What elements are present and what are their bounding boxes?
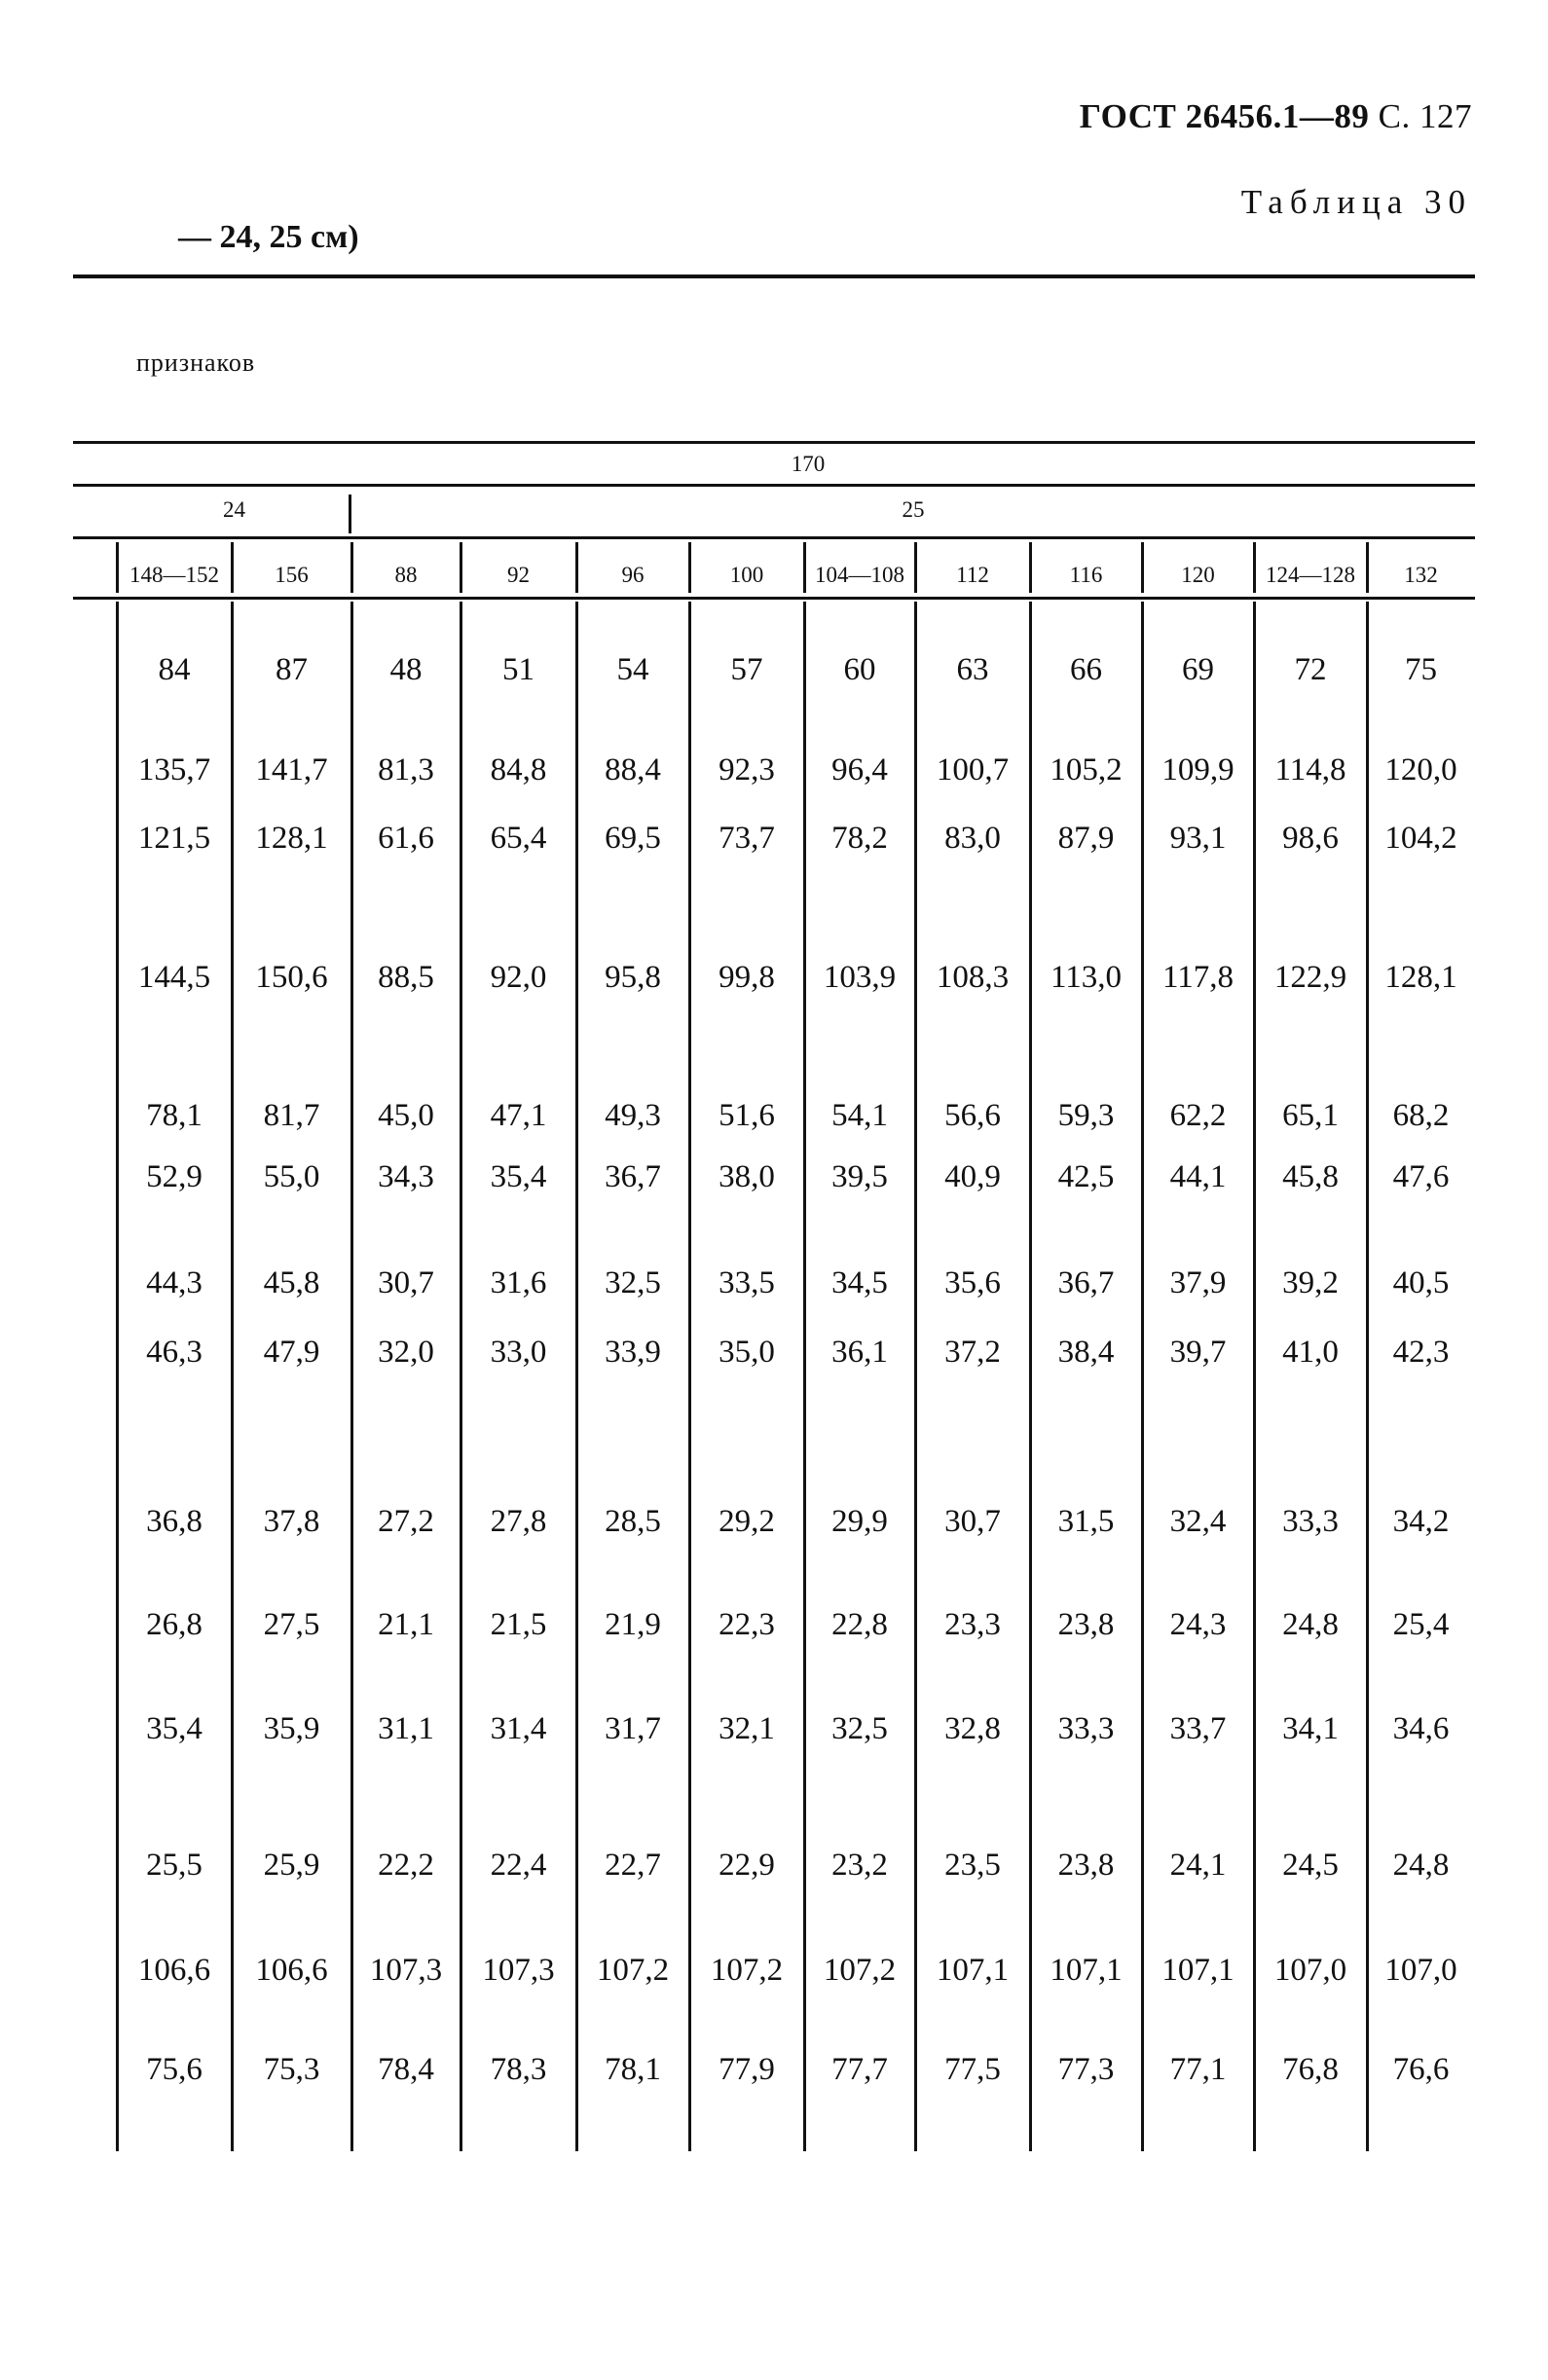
group-divider [349,494,351,533]
table-cell: 78,3 [490,2052,547,2087]
table-cell: 128,1 [1384,960,1457,995]
table-cell: 23,2 [831,1848,888,1883]
table-cell: 107,3 [369,1953,443,1988]
column-header: 120 [1181,563,1215,587]
table-cell: 51 [502,652,534,687]
column-header: 104—108 [815,563,904,587]
table-cell: 76,6 [1392,2052,1450,2087]
document-header [1080,97,1472,136]
table-cell: 47,9 [263,1335,320,1370]
table-cell: 121,5 [137,821,211,856]
table-cell: 33,9 [605,1335,661,1370]
table-cell: 22,3 [719,1607,775,1642]
table-cell: 92,0 [490,960,547,995]
table-cell: 122,9 [1273,960,1347,995]
table-cell: 35,9 [263,1711,320,1746]
table-cell: 107,1 [936,1953,1010,1988]
column-header-divider [1253,542,1256,593]
table-cell: 107,3 [482,1953,555,1988]
column-header-divider [1366,542,1369,593]
table-cell: 47,6 [1392,1159,1450,1194]
group-label: 24 [223,497,245,522]
column-header: 92 [507,563,530,587]
table-cell: 106,6 [255,1953,328,1988]
table-cell: 81,3 [378,752,434,787]
table-cell: 51,6 [719,1098,775,1133]
column-header-divider [575,542,578,593]
table-cell: 99,8 [719,960,775,995]
table-cell: 113,0 [1050,960,1123,995]
table-cell: 22,8 [831,1607,888,1642]
table-cell: 65,1 [1282,1098,1339,1133]
table-cell: 22,7 [605,1848,661,1883]
table-cell: 52,9 [146,1159,203,1194]
table-cell: 76,8 [1282,2052,1339,2087]
table-cell: 37,2 [944,1335,1001,1370]
table-cell: 107,2 [596,1953,670,1988]
table-cell: 41,0 [1282,1335,1339,1370]
table-cell: 103,9 [823,960,897,995]
table-cell: 75,3 [263,2052,320,2087]
table-cell: 25,5 [146,1848,203,1883]
column-section-label: признаков [136,348,256,377]
table-cell: 24,3 [1169,1607,1227,1642]
table-cell: 106,6 [137,1953,211,1988]
table-cell: 93,1 [1169,821,1227,856]
table-cell: 24,8 [1392,1848,1450,1883]
table-cell: 31,6 [490,1265,547,1300]
table-cell: 69,5 [605,821,661,856]
table-cell: 38,0 [719,1159,775,1194]
title-rule [73,275,1475,278]
table-cell: 135,7 [137,752,211,787]
table-cell: 57 [730,652,763,687]
table-cell: 35,4 [490,1159,547,1194]
table-cell: 120,0 [1384,752,1457,787]
column-header: 124—128 [1266,563,1355,587]
table-cell: 31,1 [378,1711,434,1746]
table-cell: 39,2 [1282,1265,1339,1300]
table-cell: 107,2 [710,1953,784,1988]
table-cell: 100,7 [936,752,1010,787]
table-cell: 107,0 [1273,1953,1347,1988]
table-cell: 27,5 [263,1607,320,1642]
table-cell: 63 [956,652,989,687]
table-cell: 78,1 [605,2052,661,2087]
table-cell: 22,4 [490,1848,547,1883]
table-cell: 77,3 [1057,2052,1115,2087]
column-header: 132 [1404,563,1438,587]
table-cell: 36,7 [605,1159,661,1194]
table-cell: 34,3 [378,1159,434,1194]
table-cell: 45,8 [263,1265,320,1300]
column-header-divider [803,542,806,593]
header-rule-height [73,484,1475,487]
table-cell: 75,6 [146,2052,203,2087]
table-cell: 24,8 [1282,1607,1339,1642]
table-cell: 88,4 [605,752,661,787]
table-cell: 88,5 [378,960,434,995]
table-cell: 34,2 [1392,1504,1450,1539]
table-cell: 78,2 [831,821,888,856]
column-header-divider [688,542,691,593]
table-title-fragment: — 24, 25 см) [178,219,359,255]
table-cell: 81,7 [263,1098,320,1133]
table-cell: 128,1 [255,821,328,856]
table-cell: 150,6 [255,960,328,995]
column-header: 96 [621,563,645,587]
table-cell: 25,9 [263,1848,320,1883]
header-rule-group [73,536,1475,539]
table-cell: 66 [1070,652,1102,687]
column-header-divider [460,542,462,593]
column-header-divider [1029,542,1032,593]
header-rule-top [73,441,1475,444]
column-header: 116 [1069,563,1103,587]
table-cell: 47,1 [490,1098,547,1133]
table-cell: 75 [1405,652,1437,687]
table-cell: 87,9 [1057,821,1115,856]
table-cell: 54,1 [831,1098,888,1133]
table-cell: 29,2 [719,1504,775,1539]
table-cell: 32,5 [831,1711,888,1746]
table-cell: 108,3 [936,960,1010,995]
table-cell: 55,0 [263,1159,320,1194]
table-cell: 84,8 [490,752,547,787]
table-cell: 45,0 [378,1098,434,1133]
gost-code: ГОСТ 26456.1—89 [1079,97,1370,135]
table-cell: 48 [389,652,423,687]
table-cell: 35,4 [146,1711,203,1746]
table-cell: 65,4 [490,821,547,856]
table-cell: 34,1 [1282,1711,1339,1746]
column-header-divider [914,542,917,593]
table-cell: 42,5 [1057,1159,1115,1194]
table-cell: 32,4 [1169,1504,1227,1539]
table-cell: 32,8 [944,1711,1001,1746]
table-cell: 39,7 [1169,1335,1227,1370]
column-header: 112 [956,563,989,587]
table-cell: 96,4 [831,752,888,787]
column-header-divider [1141,542,1144,593]
table-cell: 35,6 [944,1265,1001,1300]
table-cell: 77,7 [831,2052,888,2087]
table-cell: 30,7 [378,1265,434,1300]
table-cell: 34,5 [831,1265,888,1300]
group-label: 25 [902,497,925,522]
table-cell: 36,1 [831,1335,888,1370]
table-cell: 69 [1182,652,1214,687]
table-cell: 27,8 [490,1504,547,1539]
table-cell: 95,8 [605,960,661,995]
table-cell: 46,3 [146,1335,203,1370]
table-cell: 25,4 [1392,1607,1450,1642]
table-cell: 23,3 [944,1607,1001,1642]
table-cell: 31,7 [605,1711,661,1746]
table-cell: 35,0 [719,1335,775,1370]
table-cell: 32,0 [378,1335,434,1370]
table-cell: 24,5 [1282,1848,1339,1883]
table-cell: 61,6 [378,821,434,856]
table-cell: 73,7 [719,821,775,856]
column-header: 88 [394,563,418,587]
table-cell: 114,8 [1274,752,1346,787]
table-cell: 107,2 [823,1953,897,1988]
table-cell: 77,9 [719,2052,775,2087]
table-cell: 29,9 [831,1504,888,1539]
table-cell: 27,2 [378,1504,434,1539]
column-header-divider [116,542,119,593]
column-header: 100 [729,563,764,587]
table-cell: 77,1 [1169,2052,1227,2087]
table-cell: 31,5 [1057,1504,1115,1539]
table-cell: 33,3 [1282,1504,1339,1539]
page-number: С. 127 [1378,97,1472,135]
table-cell: 23,5 [944,1848,1001,1883]
table-cell: 38,4 [1057,1335,1115,1370]
table-cell: 68,2 [1392,1098,1450,1133]
table-cell: 23,8 [1057,1607,1115,1642]
table-cell: 54 [616,652,649,687]
table-cell: 24,1 [1169,1848,1227,1883]
table-cell: 44,3 [146,1265,203,1300]
table-cell: 87 [276,652,308,687]
table-cell: 84 [158,652,191,687]
table-cell: 40,5 [1392,1265,1450,1300]
table-cell: 26,8 [146,1607,203,1642]
table-cell: 33,7 [1169,1711,1227,1746]
table-cell: 92,3 [719,752,775,787]
table-cell: 60 [843,652,876,687]
table-cell: 107,1 [1161,1953,1235,1988]
header-rule-bottom [73,597,1475,600]
table-cell: 107,0 [1384,1953,1457,1988]
table-cell: 22,2 [378,1848,434,1883]
table-cell: 109,9 [1161,752,1235,787]
table-cell: 45,8 [1282,1159,1339,1194]
table-cell: 21,1 [378,1607,434,1642]
column-header: 156 [275,563,309,587]
height-value: 170 [791,452,826,476]
table-cell: 33,3 [1057,1711,1115,1746]
table-cell: 33,0 [490,1335,547,1370]
table-cell: 62,2 [1169,1098,1227,1133]
table-cell: 98,6 [1282,821,1339,856]
column-header-divider [231,542,234,593]
table-cell: 59,3 [1057,1098,1115,1133]
table-cell: 22,9 [719,1848,775,1883]
column-header: 148—152 [129,563,219,587]
table-cell: 117,8 [1161,960,1235,995]
table-cell: 44,1 [1169,1159,1227,1194]
table-cell: 37,9 [1169,1265,1227,1300]
table-cell: 78,4 [378,2052,434,2087]
table-cell: 105,2 [1050,752,1123,787]
table-cell: 104,2 [1384,821,1457,856]
table-cell: 144,5 [137,960,211,995]
table-cell: 30,7 [944,1504,1001,1539]
table-cell: 33,5 [719,1265,775,1300]
table-cell: 21,9 [605,1607,661,1642]
table-cell: 34,6 [1392,1711,1450,1746]
table-cell: 37,8 [263,1504,320,1539]
table-cell: 31,4 [490,1711,547,1746]
table-cell: 40,9 [944,1159,1001,1194]
table-cell: 83,0 [944,821,1001,856]
table-cell: 21,5 [490,1607,547,1642]
table-cell: 49,3 [605,1098,661,1133]
table-cell: 36,8 [146,1504,203,1539]
table-number: Таблица 30 [1240,183,1472,221]
table-cell: 56,6 [944,1098,1001,1133]
table-cell: 42,3 [1392,1335,1450,1370]
table-cell: 23,8 [1057,1848,1115,1883]
table-cell: 72 [1294,652,1327,687]
table-cell: 28,5 [605,1504,661,1539]
table-cell: 107,1 [1050,1953,1123,1988]
table-cell: 32,5 [605,1265,661,1300]
table-cell: 77,5 [944,2052,1001,2087]
table-cell: 32,1 [719,1711,775,1746]
table-cell: 78,1 [146,1098,203,1133]
column-header-divider [350,542,353,593]
table-cell: 39,5 [831,1159,888,1194]
table-cell: 141,7 [255,752,328,787]
table-cell: 36,7 [1057,1265,1115,1300]
